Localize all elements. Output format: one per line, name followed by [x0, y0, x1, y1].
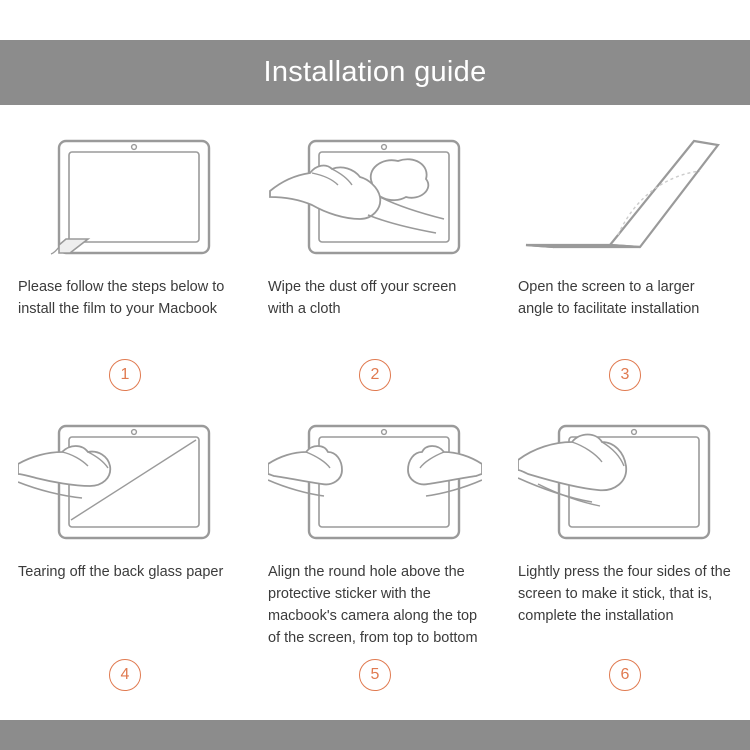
step-caption: Wipe the dust off your screen with a cloth [268, 279, 457, 317]
step-caption: Lightly press the four sides of the screen to make it stick, that is, complete the installation [518, 564, 731, 624]
page-title: Installation guide [263, 56, 487, 88]
step-number-badge: 2 [359, 359, 391, 391]
step-item-6 [500, 405, 750, 705]
step-item-3 [500, 120, 750, 405]
step-item-2 [250, 120, 500, 405]
footer-bar [0, 720, 750, 750]
two-hands-aligning-film-icon [268, 420, 482, 545]
steps-row-2 [0, 405, 750, 705]
header-bar [0, 40, 750, 105]
step-caption: Tearing off the back glass paper [18, 564, 224, 580]
step-caption: Align the round hole above the protective sticker with the macbook's camera along the top of the screen, from top to bottom [268, 564, 478, 646]
step-number-badge: 5 [359, 659, 391, 691]
step-number-badge: 3 [609, 359, 641, 391]
step-number-badge: 1 [109, 359, 141, 391]
step-item-1 [0, 120, 250, 405]
step-caption: Open the screen to a larger angle to facilitate installation [518, 279, 700, 317]
screen-with-peeling-film-icon [18, 135, 232, 260]
step-item-5 [250, 405, 500, 705]
step-number-badge: 6 [609, 659, 641, 691]
laptop-open-angle-icon [518, 135, 732, 260]
steps-grid [0, 120, 750, 705]
hand-pressing-screen-icon [518, 420, 732, 545]
step-caption: Please follow the steps below to install the film to your Macbook [18, 279, 225, 317]
step-number-badge: 4 [109, 659, 141, 691]
hand-wiping-screen-with-cloth-icon [268, 135, 482, 260]
steps-row-1 [0, 120, 750, 405]
step-item-4 [0, 405, 250, 705]
hand-tearing-back-paper-icon [18, 420, 232, 545]
